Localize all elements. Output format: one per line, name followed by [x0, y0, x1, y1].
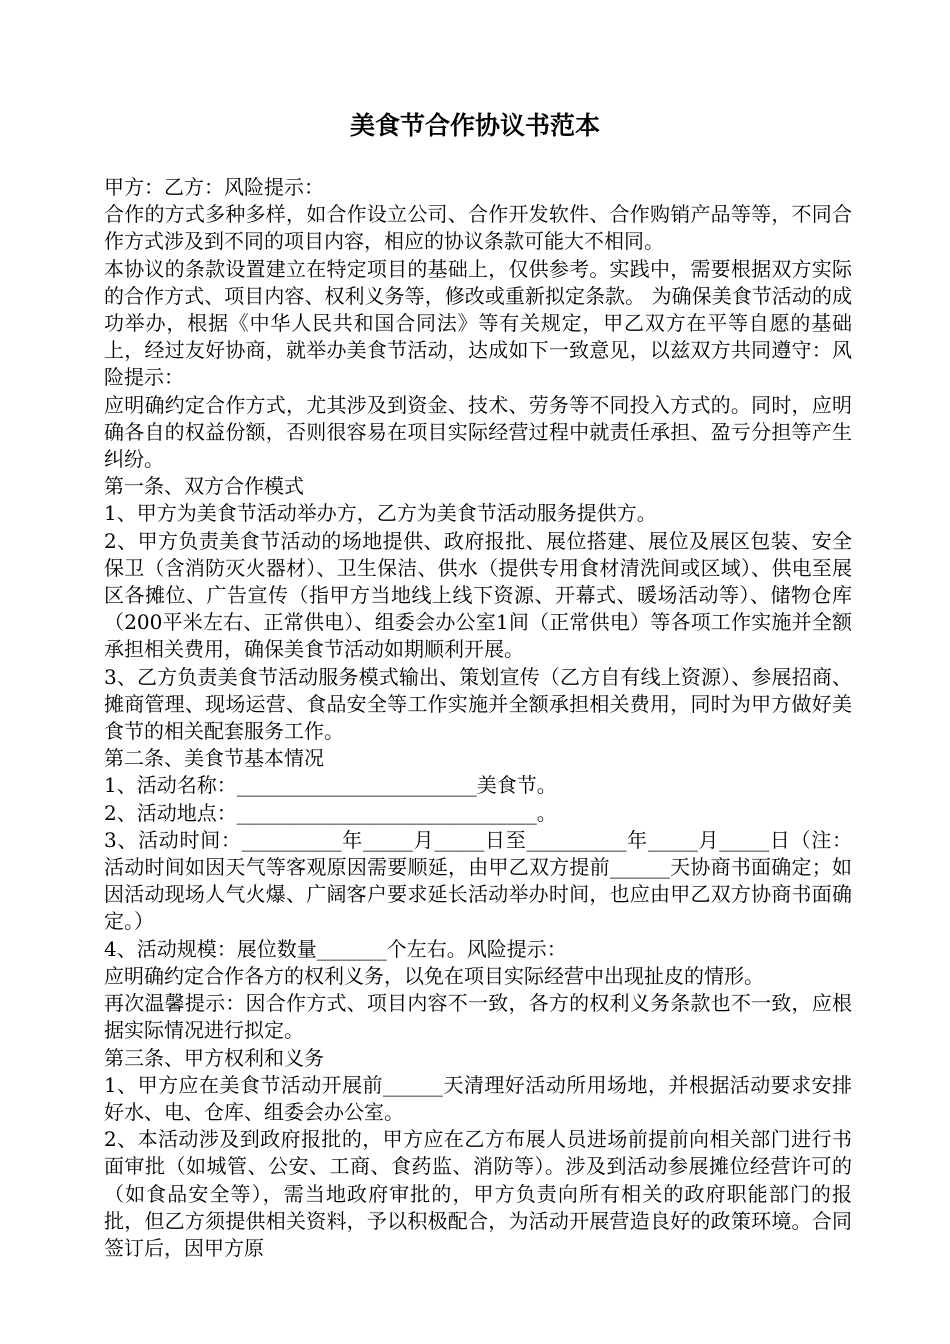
- paragraph-parties: 甲方：乙方：风险提示：: [104, 175, 324, 199]
- article-1-item-2: 2、甲方负责美食节活动的场地提供、政府报批、展位搭建、展位及展区包装、安全保卫（含消防灭火器材）、卫生保洁、供水（提供专用食材清洗间或区域）、供电至展区各摊位、广告宣传（指甲方当地线上线下资源、开幕式、暖场活动等）、储物仓库（200平米左右、正常供电）、组委会办公室1间（正常供电）等各项工作实施并全额承担相关费用，确保美食节活动如期顺利开展。: [104, 528, 852, 662]
- paragraph-risk-note-1: 应明确约定合作方式，尤其涉及到资金、技术、劳务等不同投入方式的。同时，应明确各自的权益份额，否则很容易在项目实际经营过程中就责任承担、盈亏分担等产生纠纷。: [104, 392, 852, 472]
- article-1-heading: 第一条、双方合作模式: [104, 474, 304, 499]
- article-3-item-2: 2、本活动涉及到政府报批的，甲方应在乙方布展人员进场前提前向相关部门进行书面审批（如城管、公安、工商、食药监、消防等）。涉及到活动参展摊位经营许可的（如食品安全等），需当地政府审批的，甲方负责向所有相关的政府职能部门的报批，但乙方须提供相关资料，予以积极配合，为活动开展营造良好的政策环境。合同签订后，因甲方原: [104, 1127, 852, 1260]
- document-title: 美食节合作协议书范本: [349, 111, 600, 140]
- paragraph-risk-note-2: 应明确约定合作各方的权利义务，以免在项目实际经营中出现扯皮的情形。: [104, 963, 764, 988]
- paragraph-agreement-basis: 本协议的条款设置建立在特定项目的基础上，仅供参考。实践中，需要根据双方实际的合作方式、项目内容、权利义务等，修改或重新拟定条款。 为确保美食节活动的成功举办，根据《中华人民共和国合同法》等有关规定，甲乙双方在平等自愿的基础上，经过友好协商，就举办美食节活动，达成如下一致意见，以兹双方共同遵守：风险提示：: [104, 256, 852, 390]
- paragraph-cooperation-methods: 合作的方式多种多样，如合作设立公司、合作开发软件、合作购销产品等等，不同合作方式涉及到不同的项目内容，相应的协议条款可能大不相同。: [104, 202, 852, 254]
- article-1-item-1: 1、甲方为美食节活动举办方，乙方为美食节活动服务提供方。: [104, 501, 657, 526]
- article-2-item-2: 2、活动地点：______________________________。: [104, 800, 557, 825]
- article-2-item-4: 4、活动规模：展位数量_______个左右。风险提示：: [104, 936, 567, 961]
- article-2-item-1: 1、活动名称：________________________美食节。: [104, 773, 557, 798]
- document-body: [104, 174, 852, 1262]
- article-1-item-3: 3、乙方负责美食节活动服务模式输出、策划宣传（乙方自有线上资源）、参展招商、摊商管理、现场运营、食品安全等工作实施并全额承担相关费用，同时为甲方做好美食节的相关配套服务工作。: [104, 664, 852, 744]
- article-3-heading: 第三条、甲方权利和义务: [104, 1045, 324, 1070]
- article-2-heading: 第二条、美食节基本情况: [104, 746, 324, 771]
- article-3-item-1: 1、甲方应在美食节活动开展前______天清理好活动所用场地，并根据活动要求安排好水、电、仓库、组委会办公室。: [104, 1072, 852, 1124]
- article-2-item-3: 3、活动时间：__________年_____月_____日至__________年_____月_____日（注：活动时间如因天气等客观原因需要顺延，由甲乙双方提前______天协商书面确定；如因活动现场人气火爆、广阔客户要求延长活动举办时间，也应由甲乙双方协商书面确定。）: [104, 827, 852, 934]
- paragraph-reminder: 再次温馨提示：因合作方式、项目内容不一致，各方的权利义务条款也不一致，应根据实际情况进行拟定。: [104, 991, 852, 1043]
